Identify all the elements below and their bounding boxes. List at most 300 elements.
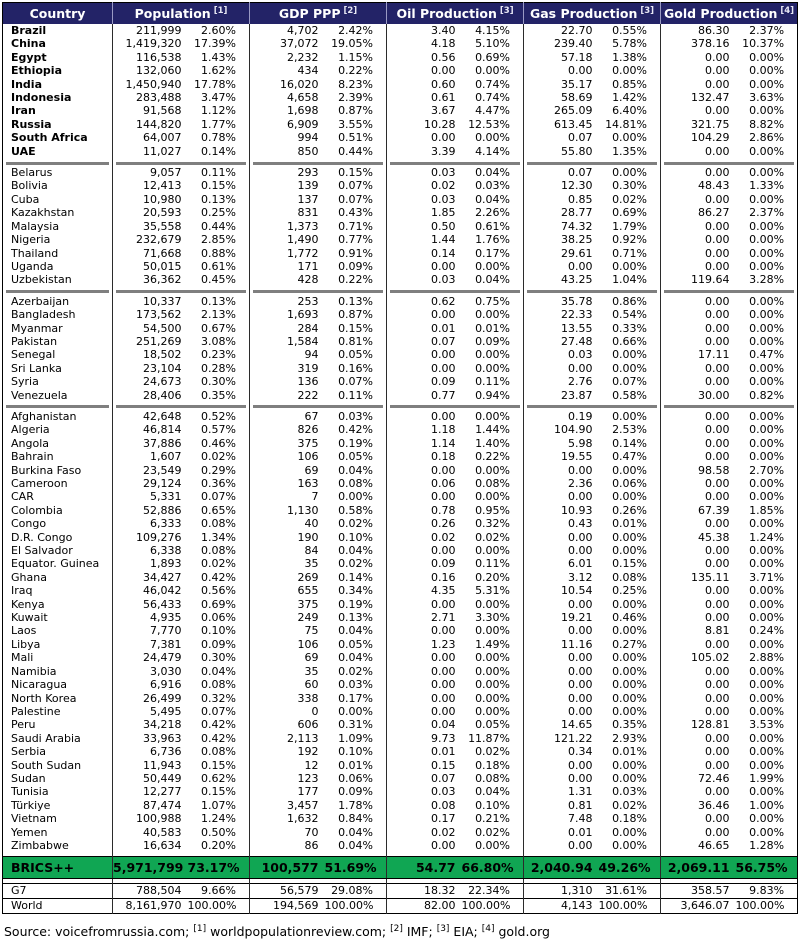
column-header-population xyxy=(113,3,250,25)
table-row xyxy=(3,233,798,246)
value-cell: 319 xyxy=(250,362,325,375)
value-cell: 22.33 xyxy=(524,308,599,321)
pct-cell: 1.43% xyxy=(201,50,236,64)
value-cell: 4,143 xyxy=(524,899,599,914)
pct-cell: 0.50% xyxy=(201,825,236,839)
pct-cell: 0.01% xyxy=(612,745,648,759)
pct-cell: 0.00% xyxy=(475,704,511,718)
value-cell: 33,963 xyxy=(113,732,188,745)
column-header-country xyxy=(3,3,113,25)
value-cell: 0.00 xyxy=(661,598,736,611)
value-cell: 0.01 xyxy=(387,322,462,335)
table-row xyxy=(3,692,798,705)
value-cell: 29.61 xyxy=(524,247,599,260)
value-cell: 2.76 xyxy=(524,375,599,388)
value-cell: 35.17 xyxy=(524,78,599,91)
pct-cell: 0.04% xyxy=(338,825,374,839)
value-cell: 0.00 xyxy=(387,651,462,664)
pct-cell: 0.08% xyxy=(475,477,511,490)
pct-cell: 0.00% xyxy=(475,463,511,477)
value-cell: 35,558 xyxy=(113,220,188,233)
value-cell: 0.02 xyxy=(387,826,462,839)
pct-cell: 0.13% xyxy=(338,611,374,625)
pct-cell: 100.00% xyxy=(462,899,524,914)
country-cell: Vietnam xyxy=(11,812,57,826)
pct-cell: 2.93% xyxy=(612,731,648,745)
group-separator-cell xyxy=(524,287,661,295)
value-cell: 135.11 xyxy=(661,571,736,584)
group-separator-rule xyxy=(116,405,246,408)
value-cell: 12.30 xyxy=(524,179,599,192)
pct-cell: 0.66% xyxy=(612,334,648,348)
pct-cell: 0.44% xyxy=(201,219,236,233)
pct-cell: 0.00% xyxy=(749,557,785,571)
table-row xyxy=(3,308,798,321)
pct-cell: 0.00% xyxy=(612,348,648,362)
pct-cell: 0.00% xyxy=(749,611,785,625)
value-cell: 265.09 xyxy=(524,104,599,117)
pct-cell: 0.78% xyxy=(201,131,236,145)
pct-cell: 73.17% xyxy=(188,857,250,879)
pct-cell: 0.94% xyxy=(475,388,511,402)
footnote-ref: [3] xyxy=(499,5,514,16)
pct-cell: 0.00% xyxy=(612,166,648,180)
value-cell: 23,549 xyxy=(113,464,188,477)
pct-cell: 0.00% xyxy=(612,530,648,544)
country-cell: Uganda xyxy=(11,259,54,273)
value-cell: 38.25 xyxy=(524,233,599,246)
country-cell: Belarus xyxy=(11,166,53,180)
pct-cell: 0.23% xyxy=(201,348,236,362)
pct-cell: 0.00% xyxy=(749,691,785,705)
value-cell: 0.02 xyxy=(387,531,462,544)
value-cell: 42,648 xyxy=(113,410,188,423)
pct-cell: 0.18% xyxy=(612,812,648,826)
pct-cell: 0.09% xyxy=(338,785,374,799)
group-separator-rule xyxy=(527,162,657,165)
value-cell: 1,607 xyxy=(113,450,188,463)
value-cell: 0.00 xyxy=(661,544,736,557)
pct-cell: 0.08% xyxy=(201,517,236,531)
value-cell: 74.32 xyxy=(524,220,599,233)
pct-cell: 0.05% xyxy=(338,637,374,651)
table-row xyxy=(3,131,798,144)
table-row xyxy=(3,166,798,179)
value-cell: 4,702 xyxy=(250,24,325,37)
value-cell: 54.77 xyxy=(387,857,462,879)
pct-cell: 0.02% xyxy=(475,530,511,544)
value-cell: 121.22 xyxy=(524,732,599,745)
pct-cell: 0.00% xyxy=(475,838,511,852)
table-row xyxy=(3,785,798,798)
table-row xyxy=(3,437,798,450)
table-row xyxy=(3,464,798,477)
pct-cell: 3.30% xyxy=(475,611,511,625)
pct-cell: 0.00% xyxy=(475,259,511,273)
value-cell: 9,057 xyxy=(113,166,188,179)
brics-data-table xyxy=(2,2,798,914)
group-separator-rule xyxy=(6,405,109,408)
value-cell: 0.03 xyxy=(387,166,462,179)
country-cell: El Salvador xyxy=(11,544,73,558)
country-cell: South Sudan xyxy=(11,758,82,772)
pct-cell: 0.04% xyxy=(338,624,374,638)
value-cell: 1,310 xyxy=(524,884,599,899)
pct-cell: 5.10% xyxy=(475,37,511,51)
value-cell: 10,980 xyxy=(113,193,188,206)
country-cell: Cameroon xyxy=(11,477,68,490)
value-cell: 7,770 xyxy=(113,624,188,637)
pct-cell: 0.47% xyxy=(749,348,785,362)
table-row xyxy=(3,118,798,131)
value-cell: 0.00 xyxy=(524,598,599,611)
pct-cell: 1.77% xyxy=(201,117,236,131)
value-cell: 4,658 xyxy=(250,91,325,104)
pct-cell: 0.08% xyxy=(475,771,511,785)
country-cell: D.R. Congo xyxy=(11,530,73,544)
pct-cell: 0.32% xyxy=(201,691,236,705)
group-separator-rule xyxy=(527,405,657,408)
pct-cell: 0.46% xyxy=(612,611,648,625)
value-cell: 0.85 xyxy=(524,193,599,206)
value-cell: 52,886 xyxy=(113,504,188,517)
country-cell: Pakistan xyxy=(11,334,58,348)
pct-cell: 0.00% xyxy=(612,544,648,558)
value-cell: 0.08 xyxy=(387,799,462,812)
pct-cell: 0.00% xyxy=(749,637,785,651)
pct-cell: 0.01% xyxy=(338,758,374,772)
pct-cell: 0.30% xyxy=(201,375,236,389)
value-cell: 0.07 xyxy=(524,131,599,144)
value-cell: 994 xyxy=(250,131,325,144)
value-cell: 0.81 xyxy=(524,799,599,812)
pct-cell: 0.16% xyxy=(338,361,374,375)
value-cell: 0.00 xyxy=(387,362,462,375)
table-row xyxy=(3,732,798,745)
value-cell: 232,679 xyxy=(113,233,188,246)
value-cell: 6,916 xyxy=(113,678,188,691)
value-cell: 0.00 xyxy=(387,410,462,423)
value-cell: 0.00 xyxy=(661,260,736,273)
table-row xyxy=(3,839,798,852)
value-cell: 0.00 xyxy=(661,692,736,705)
value-cell: 34,427 xyxy=(113,571,188,584)
value-cell: 1,450,940 xyxy=(113,78,188,91)
value-cell: 43.25 xyxy=(524,273,599,286)
value-cell: 19.21 xyxy=(524,611,599,624)
value-cell: 375 xyxy=(250,598,325,611)
pct-cell: 1.12% xyxy=(201,104,236,118)
pct-cell: 0.00% xyxy=(612,131,648,145)
group-separator-cell xyxy=(661,402,798,410)
value-cell: 0.00 xyxy=(661,64,736,77)
country-cell: Türkiye xyxy=(11,798,51,812)
table-row xyxy=(3,557,798,570)
table-row xyxy=(3,624,798,637)
table-body xyxy=(3,24,798,914)
value-cell: 11.16 xyxy=(524,638,599,651)
value-cell: 1.85 xyxy=(387,206,462,219)
value-cell: 0.00 xyxy=(661,557,736,570)
value-cell: 30.00 xyxy=(661,389,736,402)
pct-cell: 0.00% xyxy=(749,517,785,531)
value-cell: 2,069.11 xyxy=(661,857,736,879)
value-cell: 0.43 xyxy=(524,517,599,530)
table-row xyxy=(3,450,798,463)
pct-cell: 1.24% xyxy=(749,530,785,544)
table-row xyxy=(3,348,798,361)
value-cell: 0.00 xyxy=(661,322,736,335)
pct-cell: 4.14% xyxy=(475,144,511,158)
pct-cell: 0.00% xyxy=(338,704,374,718)
value-cell: 8,161,970 xyxy=(113,899,188,914)
country-cell: Saudi Arabia xyxy=(11,731,81,745)
value-cell: 0.00 xyxy=(661,410,736,423)
country-cell: Nigeria xyxy=(11,233,51,247)
pct-cell: 0.06% xyxy=(201,611,236,625)
pct-cell: 0.00% xyxy=(612,624,648,638)
pct-cell: 100.00% xyxy=(599,899,661,914)
footnote-ref: [2] xyxy=(390,924,403,935)
value-cell: 13.55 xyxy=(524,322,599,335)
value-cell: 9.73 xyxy=(387,732,462,745)
value-cell: 375 xyxy=(250,437,325,450)
value-cell: 105.02 xyxy=(661,651,736,664)
value-cell: 0.77 xyxy=(387,389,462,402)
value-cell: 0.00 xyxy=(524,692,599,705)
value-cell: 0.19 xyxy=(524,410,599,423)
value-cell: 0.00 xyxy=(524,772,599,785)
group-separator-rule xyxy=(664,405,794,408)
pct-cell: 0.00% xyxy=(749,166,785,180)
value-cell: 94 xyxy=(250,348,325,361)
country-cell: World xyxy=(3,899,113,914)
pct-cell: 0.69% xyxy=(475,50,511,64)
pct-cell: 0.00% xyxy=(749,334,785,348)
value-cell: 0.26 xyxy=(387,517,462,530)
value-cell: 104.29 xyxy=(661,131,736,144)
pct-cell: 0.19% xyxy=(338,597,374,611)
group-separator-cell xyxy=(387,402,524,410)
value-cell: 0.60 xyxy=(387,78,462,91)
group-separator-cell xyxy=(3,402,113,410)
value-cell: 139 xyxy=(250,179,325,192)
value-cell: 358.57 xyxy=(661,884,736,899)
pct-cell: 10.37% xyxy=(742,37,785,51)
pct-cell: 0.15% xyxy=(201,785,236,799)
pct-cell: 0.02% xyxy=(612,192,648,206)
column-label: Gas Production xyxy=(529,6,638,22)
pct-cell: 0.82% xyxy=(749,388,785,402)
value-cell: 87,474 xyxy=(113,799,188,812)
pct-cell: 0.30% xyxy=(201,651,236,665)
table-row xyxy=(3,91,798,104)
table-row xyxy=(3,799,798,812)
value-cell: 136 xyxy=(250,375,325,388)
pct-cell: 0.00% xyxy=(749,308,785,322)
value-cell: 0.00 xyxy=(387,464,462,477)
group-separator-cell xyxy=(524,402,661,410)
value-cell: 0.00 xyxy=(661,705,736,718)
value-cell: 1,419,320 xyxy=(113,37,188,50)
pct-cell: 31.61% xyxy=(599,884,661,899)
value-cell: 54,500 xyxy=(113,322,188,335)
table-row xyxy=(3,705,798,718)
table-row xyxy=(3,584,798,597)
pct-cell: 0.00% xyxy=(749,825,785,839)
value-cell: 0.00 xyxy=(524,490,599,503)
pct-cell: 0.00% xyxy=(475,651,511,665)
value-cell: 269 xyxy=(250,571,325,584)
value-cell: 831 xyxy=(250,206,325,219)
value-cell: 0.07 xyxy=(524,166,599,179)
pct-cell: 5.78% xyxy=(612,37,648,51)
value-cell: 0.16 xyxy=(387,571,462,584)
group-separator-rule xyxy=(6,290,109,293)
table-row xyxy=(3,193,798,206)
pct-cell: 0.00% xyxy=(749,409,785,423)
pct-cell: 0.08% xyxy=(201,678,236,692)
value-cell: 0.00 xyxy=(524,839,599,852)
table-row xyxy=(3,362,798,375)
table-row xyxy=(3,179,798,192)
value-cell: 26,499 xyxy=(113,692,188,705)
value-cell: 0.07 xyxy=(387,335,462,348)
country-cell: Sri Lanka xyxy=(11,361,62,375)
pct-cell: 0.36% xyxy=(201,477,236,490)
value-cell: 12 xyxy=(250,759,325,772)
value-cell: 7 xyxy=(250,490,325,503)
pct-cell: 2.37% xyxy=(749,24,785,37)
group-separator-cell xyxy=(250,287,387,295)
value-cell: 192 xyxy=(250,745,325,758)
group-separator-cell xyxy=(661,287,798,295)
value-cell: 69 xyxy=(250,464,325,477)
pct-cell: 0.22% xyxy=(475,450,511,464)
value-cell: 2.36 xyxy=(524,477,599,490)
footnote-ref: [1] xyxy=(213,5,228,16)
value-cell: 0.00 xyxy=(387,665,462,678)
country-cell: G7 xyxy=(3,884,113,899)
pct-cell: 0.69% xyxy=(612,206,648,220)
pct-cell: 0.62% xyxy=(201,771,236,785)
value-cell: 0.00 xyxy=(661,665,736,678)
pct-cell: 0.14% xyxy=(612,436,648,450)
value-cell: 0.00 xyxy=(387,624,462,637)
value-cell: 2,040.94 xyxy=(524,857,599,879)
pct-cell: 19.05% xyxy=(331,37,374,51)
pct-cell: 0.00% xyxy=(749,758,785,772)
table-row xyxy=(3,598,798,611)
value-cell: 12,277 xyxy=(113,785,188,798)
pct-cell: 2.70% xyxy=(749,463,785,477)
value-cell: 0.56 xyxy=(387,51,462,64)
pct-cell: 2.26% xyxy=(475,206,511,220)
country-cell: Venezuela xyxy=(11,388,68,402)
pct-cell: 0.03% xyxy=(338,409,374,423)
pct-cell: 0.06% xyxy=(338,771,374,785)
pct-cell: 0.00% xyxy=(475,409,511,423)
group-separator-cell xyxy=(113,287,250,295)
pct-cell: 0.27% xyxy=(612,637,648,651)
country-cell: Equator. Guinea xyxy=(11,557,100,571)
value-cell: 57.18 xyxy=(524,51,599,64)
pct-cell: 0.04% xyxy=(201,664,236,678)
pct-cell: 0.00% xyxy=(749,144,785,158)
pct-cell: 0.00% xyxy=(475,678,511,692)
pct-cell: 0.11% xyxy=(475,375,511,389)
pct-cell: 0.00% xyxy=(612,490,648,504)
value-cell: 1,490 xyxy=(250,233,325,246)
value-cell: 20,593 xyxy=(113,206,188,219)
value-cell: 0.00 xyxy=(387,308,462,321)
table-row xyxy=(3,273,798,286)
pct-cell: 0.09% xyxy=(201,637,236,651)
value-cell: 84 xyxy=(250,544,325,557)
value-cell: 35 xyxy=(250,665,325,678)
pct-cell: 0.26% xyxy=(612,503,648,517)
pct-cell: 0.01% xyxy=(612,517,648,531)
pct-cell: 0.15% xyxy=(338,166,374,180)
country-cell: Afghanistan xyxy=(11,409,77,423)
pct-cell: 0.00% xyxy=(749,785,785,799)
pct-cell: 1.00% xyxy=(749,798,785,812)
value-cell: 119.64 xyxy=(661,273,736,286)
pct-cell: 0.25% xyxy=(612,584,648,598)
pct-cell: 0.02% xyxy=(201,557,236,571)
value-cell: 132,060 xyxy=(113,64,188,77)
value-cell: 0.00 xyxy=(524,705,599,718)
value-cell: 284 xyxy=(250,322,325,335)
pct-cell: 6.40% xyxy=(612,104,648,118)
value-cell: 18.32 xyxy=(387,884,462,899)
pct-cell: 0.15% xyxy=(612,557,648,571)
pct-cell: 0.33% xyxy=(612,321,648,335)
group-separator-cell xyxy=(661,158,798,166)
value-cell: 2.71 xyxy=(387,611,462,624)
pct-cell: 3.71% xyxy=(749,570,785,584)
pct-cell: 2.37% xyxy=(749,206,785,220)
pct-cell: 0.31% xyxy=(338,718,374,732)
footnote-ref: [4] xyxy=(481,924,495,935)
value-cell: 7.48 xyxy=(524,812,599,825)
pct-cell: 0.20% xyxy=(475,570,511,584)
column-header-oil-production xyxy=(387,3,524,25)
value-cell: 0.00 xyxy=(524,464,599,477)
group-separator-cell xyxy=(3,287,113,295)
pct-cell: 0.00% xyxy=(475,624,511,638)
country-cell: CAR xyxy=(11,490,34,504)
value-cell: 0.78 xyxy=(387,504,462,517)
value-cell: 6.01 xyxy=(524,557,599,570)
value-cell: 0.62 xyxy=(387,295,462,308)
pct-cell: 0.24% xyxy=(749,624,785,638)
pct-cell: 0.00% xyxy=(749,678,785,692)
pct-cell: 0.00% xyxy=(749,321,785,335)
value-cell: 0.00 xyxy=(661,785,736,798)
value-cell: 1.31 xyxy=(524,785,599,798)
value-cell: 0.00 xyxy=(524,651,599,664)
pct-cell: 0.00% xyxy=(749,477,785,490)
value-cell: 67.39 xyxy=(661,504,736,517)
value-cell: 11,943 xyxy=(113,759,188,772)
pct-cell: 0.03% xyxy=(475,179,511,193)
country-cell: UAE xyxy=(11,144,36,158)
value-cell: 0.00 xyxy=(524,665,599,678)
pct-cell: 0.42% xyxy=(338,423,374,437)
value-cell: 70 xyxy=(250,826,325,839)
country-cell: Namibia xyxy=(11,664,57,678)
